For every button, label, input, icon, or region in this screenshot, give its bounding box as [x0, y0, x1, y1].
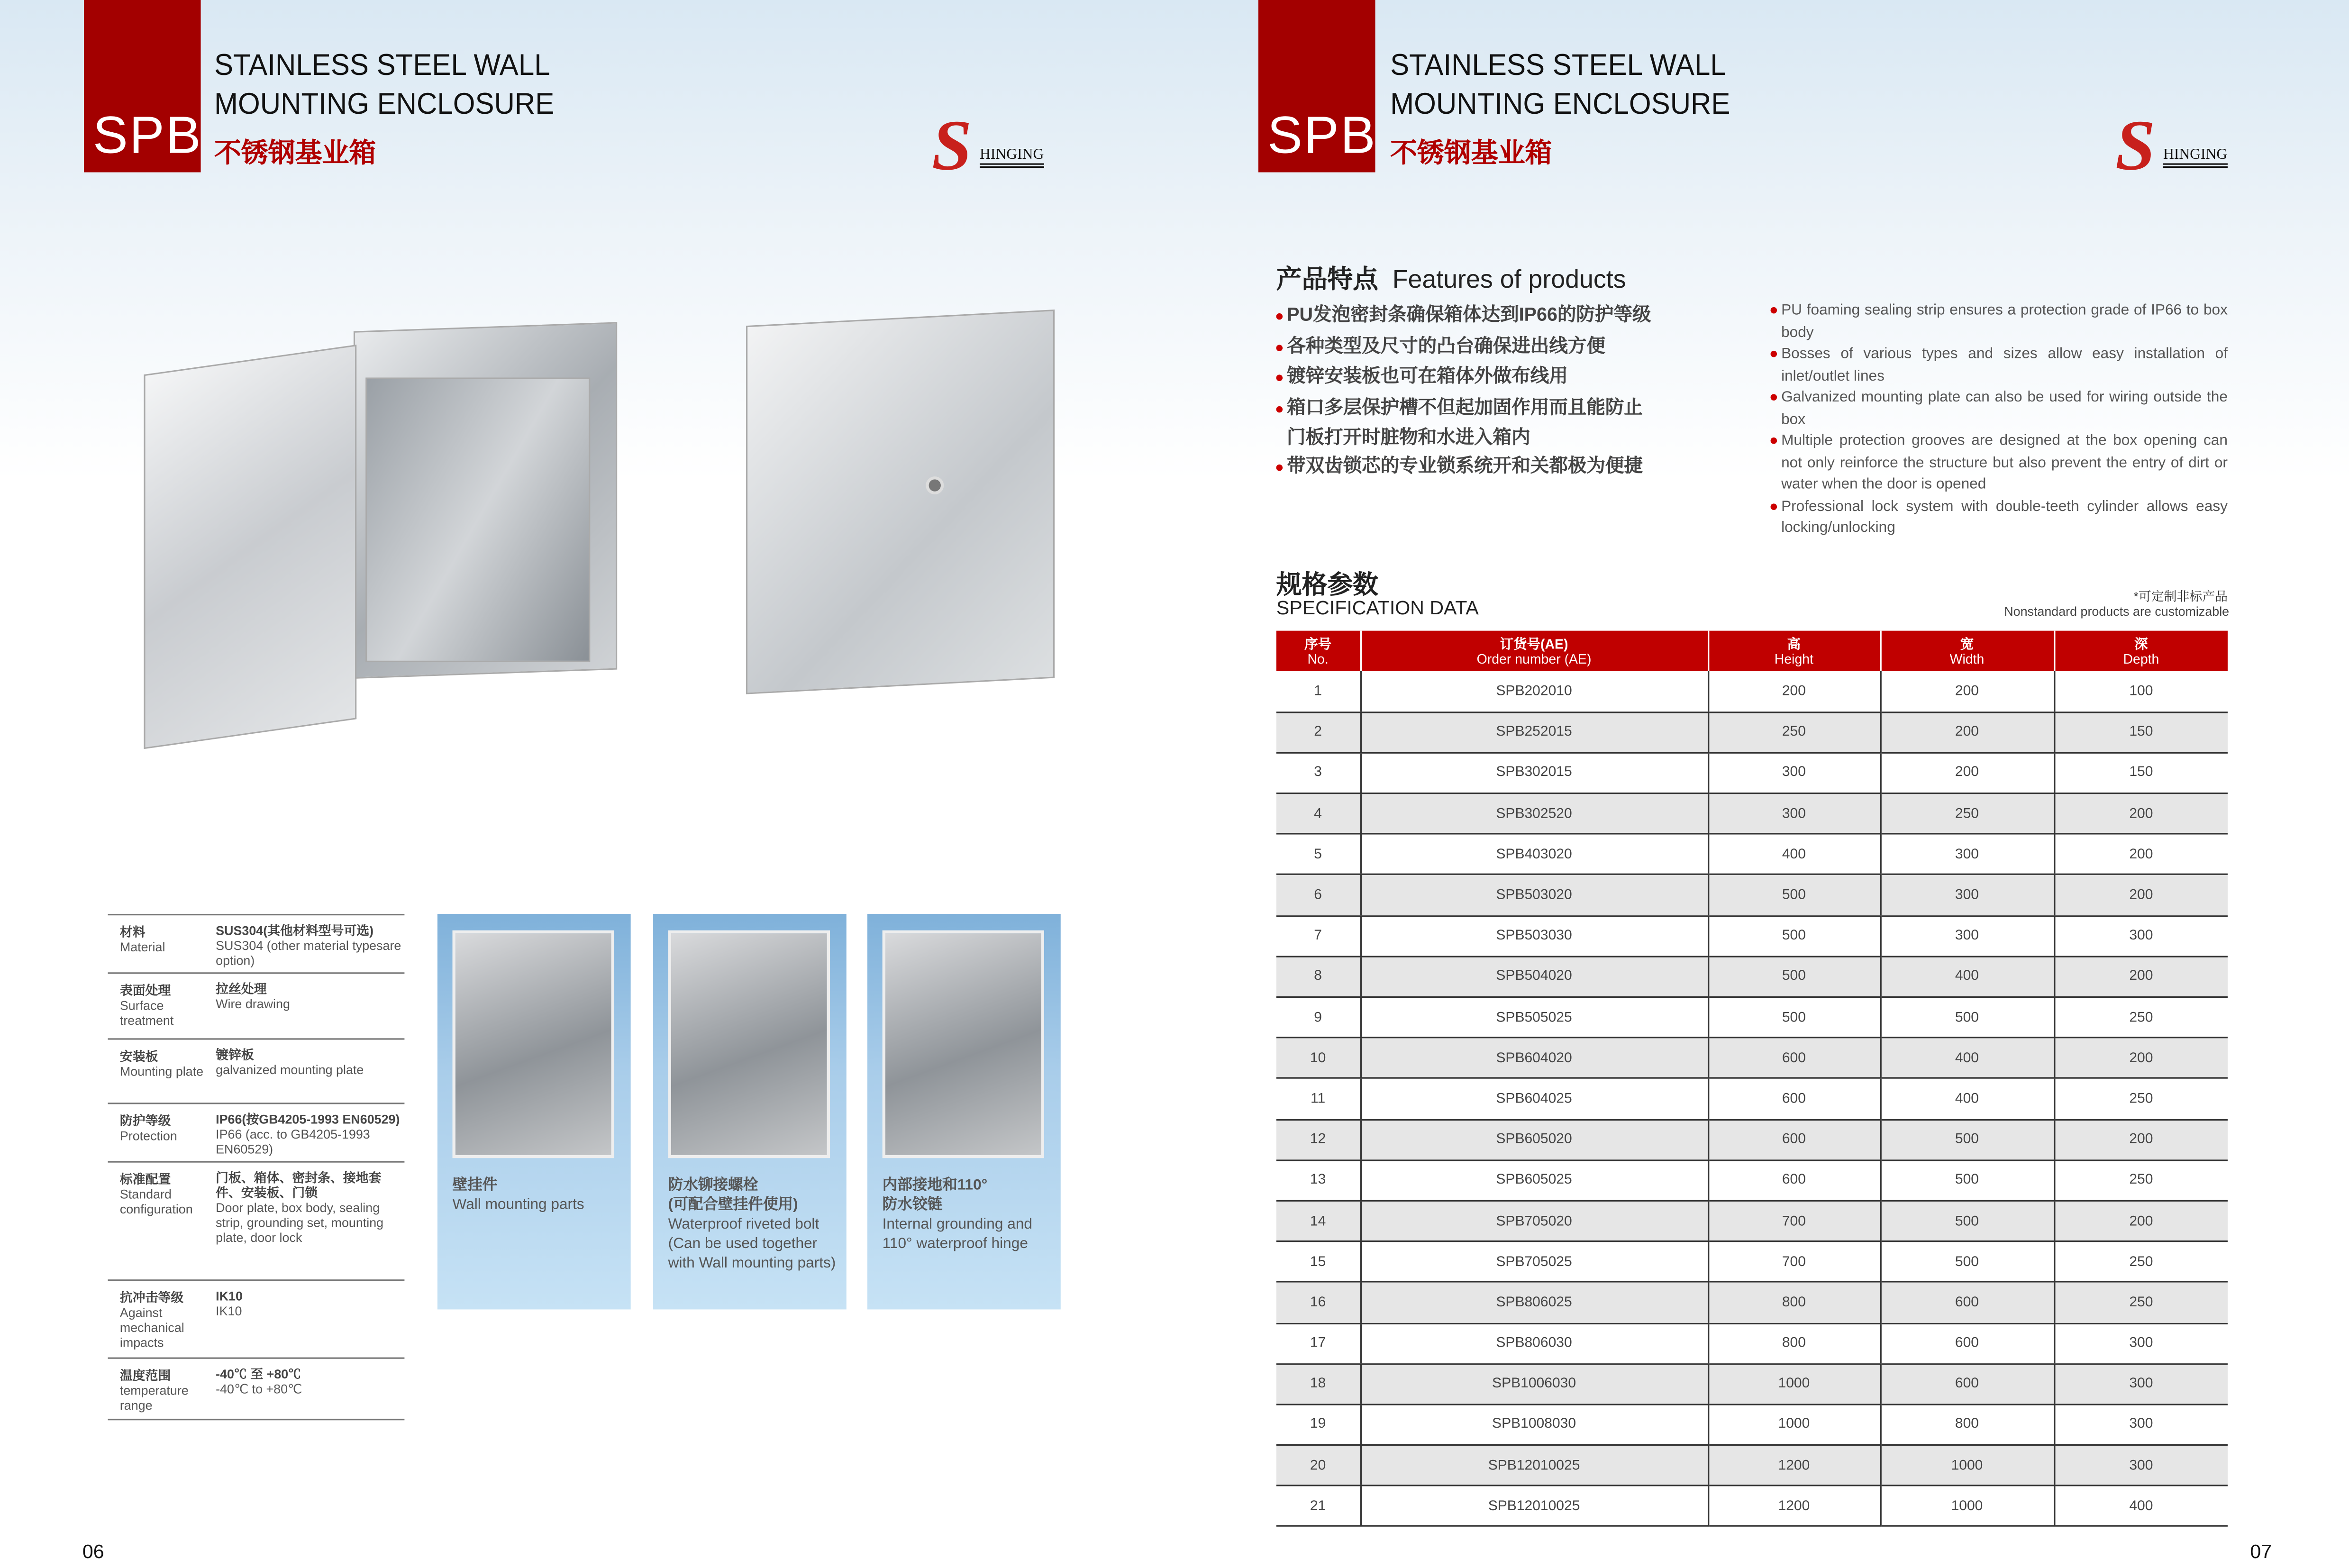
table-cell: 15 — [1276, 1241, 1360, 1282]
bullet-icon: ● — [1275, 339, 1284, 356]
spec-key-en: Against mechanical impacts — [119, 1304, 184, 1350]
accessory-photo — [453, 930, 614, 1158]
spec-value-en: Door plate, box body, sealing strip, grounding set, mounting plate, door lock — [216, 1200, 384, 1245]
table-cell: SPB1006030 — [1360, 1364, 1708, 1404]
accessory-caption — [883, 1176, 1056, 1254]
table-cell: 400 — [1880, 1078, 2054, 1119]
spec-value-en: Wire drawing — [216, 996, 290, 1012]
bullet-icon: ● — [1769, 498, 1778, 515]
bullet-icon: ● — [1275, 370, 1284, 387]
code-block — [1258, 0, 1375, 172]
table-row — [1276, 916, 2228, 957]
feature-text: Multiple protection grooves are designed at the box opening can not only reinforce the structure but also prevent the entry of dirt or water when the door is opened — [1781, 433, 2228, 493]
caption-cn: 内部接地和110° — [882, 1177, 988, 1194]
table-row — [1276, 875, 2228, 916]
brand-logo: S HINGING — [931, 106, 1044, 186]
bullet-icon: ● — [1769, 346, 1778, 363]
table-cell: SPB504020 — [1360, 957, 1708, 997]
title-line2: MOUNTING ENCLOSURE — [214, 88, 555, 122]
table-cell: 500 — [1880, 1241, 2054, 1282]
spec-value — [216, 1170, 404, 1245]
table-cell: 500 — [1708, 875, 1880, 916]
spec-key — [120, 983, 216, 1028]
title-line1: STAINLESS STEEL WALL — [1390, 49, 1726, 82]
table-cell: 11 — [1276, 1078, 1360, 1119]
table-cell: 600 — [1880, 1323, 2054, 1364]
table-cell: 5 — [1276, 834, 1360, 875]
caption-en: Waterproof riveted bolt (Can be used together with Wall mounting parts) — [668, 1216, 836, 1272]
column-header-en: Depth — [2123, 651, 2159, 666]
table-cell: SPB806030 — [1360, 1323, 1708, 1364]
table-cell: 300 — [2054, 916, 2228, 957]
table-row — [1276, 1282, 2228, 1323]
title-line2: MOUNTING ENCLOSURE — [1390, 88, 1730, 122]
table-cell: 500 — [1880, 997, 2054, 1038]
feature-item-en — [1769, 345, 2228, 388]
spec-key — [120, 1368, 216, 1413]
accessory-card — [653, 914, 847, 1309]
feature-text: 带双齿锁芯的专业锁系统开和关都极为便捷 — [1287, 455, 1643, 477]
column-header — [1880, 631, 2054, 671]
table-cell: 6 — [1276, 875, 1360, 916]
table-cell: SPB1008030 — [1360, 1404, 1708, 1445]
table-cell: 250 — [2054, 1241, 2228, 1282]
table-cell: 10 — [1276, 1038, 1360, 1078]
table-row — [1276, 1364, 2228, 1404]
column-header — [1360, 631, 1708, 671]
table-cell: 100 — [2054, 671, 2228, 712]
spec-key-en: Standard configuration — [119, 1186, 193, 1217]
table-cell: 300 — [1880, 916, 2054, 957]
table-cell: 400 — [1708, 834, 1880, 875]
table-cell: 500 — [1708, 997, 1880, 1038]
brand-logo: S HINGING — [2115, 106, 2228, 186]
table-cell: 200 — [2054, 1038, 2228, 1078]
column-header-cn: 序号 — [1304, 636, 1332, 651]
spec-value-cn: SUS304(其他材料型号可选) — [216, 922, 374, 938]
table-cell: 300 — [1708, 753, 1880, 793]
table-cell: 9 — [1276, 997, 1360, 1038]
table-cell: 150 — [2054, 753, 2228, 793]
caption-en: Wall mounting parts — [452, 1197, 584, 1214]
spec-row — [108, 972, 405, 1038]
table-cell: 8 — [1276, 957, 1360, 997]
accessory-caption — [668, 1176, 842, 1273]
table-cell: 500 — [1880, 1160, 2054, 1201]
spec-key-cn: 防护等级 — [119, 1113, 171, 1129]
table-cell: 1000 — [1708, 1404, 1880, 1445]
spec-value-cn: 镀锌板 — [216, 1047, 254, 1062]
spec-key-en: Material — [119, 939, 165, 955]
table-cell: 1000 — [1880, 1445, 2054, 1486]
table-cell: SPB12010025 — [1360, 1486, 1708, 1527]
table-cell: 150 — [2054, 712, 2228, 753]
table-row — [1276, 1119, 2228, 1160]
feature-item-cn — [1275, 301, 1651, 332]
spec-key — [120, 924, 216, 954]
table-cell: 7 — [1276, 916, 1360, 957]
table-cell: SPB705025 — [1360, 1241, 1708, 1282]
column-header-en: Height — [1774, 651, 1814, 666]
page-number: 06 — [82, 1540, 104, 1563]
bullet-icon: ● — [1275, 460, 1284, 477]
table-cell: 600 — [1708, 1119, 1880, 1160]
table-cell: 200 — [1880, 753, 2054, 793]
spec-row — [108, 1279, 405, 1357]
bullet-icon: ● — [1769, 302, 1778, 319]
spec-key — [120, 1172, 216, 1217]
table-cell: 17 — [1276, 1323, 1360, 1364]
table-row — [1276, 1404, 2228, 1445]
spec-key-cn: 安装板 — [119, 1048, 158, 1064]
accessory-photo — [883, 930, 1044, 1158]
table-row — [1276, 1445, 2228, 1486]
table-row — [1276, 712, 2228, 753]
table-cell: 400 — [1880, 957, 2054, 997]
feature-item-cn — [1275, 332, 1651, 363]
spec-key-cn: 温度范围 — [119, 1367, 171, 1383]
table-cell: 500 — [1708, 957, 1880, 997]
product-code: SPB — [92, 106, 202, 165]
table-cell: 200 — [2054, 875, 2228, 916]
spec-value-cn: 门板、箱体、密封条、接地套件、安装板、门锁 — [216, 1170, 382, 1200]
caption-en: Internal grounding and 110° waterproof hinge — [882, 1216, 1032, 1253]
title-cn: 不锈钢基业箱 — [1390, 137, 1552, 168]
spec-value-en: SUS304 (other material typesare option) — [216, 938, 401, 968]
table-cell: 1 — [1276, 671, 1360, 712]
custom-note-en: Nonstandard products are customizable — [2004, 603, 2230, 619]
spec-value-en: IP66 (acc. to GB4205-1993 EN60529) — [216, 1126, 370, 1157]
table-cell: 300 — [1708, 793, 1880, 834]
page-number: 07 — [2250, 1540, 2272, 1563]
table-cell: 12 — [1276, 1119, 1360, 1160]
table-cell: 200 — [1880, 671, 2054, 712]
features-list-en — [1769, 301, 2228, 540]
table-cell: 700 — [1708, 1241, 1880, 1282]
table-cell: 200 — [1880, 712, 2054, 753]
table-cell: 600 — [1880, 1364, 2054, 1404]
table-cell: 300 — [1880, 834, 2054, 875]
table-cell: 250 — [1880, 793, 2054, 834]
spec-row — [108, 914, 405, 972]
table-cell: SPB252015 — [1360, 712, 1708, 753]
code-block — [84, 0, 201, 172]
bullet-icon: ● — [1275, 401, 1284, 418]
table-cell: SPB505025 — [1360, 997, 1708, 1038]
spec-key-en: Protection — [119, 1128, 177, 1143]
table-cell: 250 — [2054, 1282, 2228, 1323]
table-cell: 400 — [2054, 1486, 2228, 1527]
table-cell: 1200 — [1708, 1486, 1880, 1527]
column-header-cn: 深 — [2134, 636, 2148, 651]
feature-text: 箱口多层保护槽不但起加固作用而且能防止门板打开时脏物和水进入箱内 — [1287, 396, 1643, 449]
table-cell: 200 — [1708, 671, 1880, 712]
title-cn: 不锈钢基业箱 — [214, 137, 376, 168]
table-cell: SPB604020 — [1360, 1038, 1708, 1078]
feature-item-cn — [1275, 452, 1651, 483]
feature-text: 镀锌安装板也可在箱体外做布线用 — [1287, 365, 1568, 387]
spec-title-cn: 规格参数 — [1276, 571, 1378, 600]
spec-value-cn: -40℃ 至 +80℃ — [216, 1366, 301, 1382]
accessory-card — [437, 914, 631, 1309]
table-row — [1276, 1078, 2228, 1119]
spec-key-en: Mounting plate — [119, 1064, 204, 1079]
table-cell: 600 — [1708, 1078, 1880, 1119]
feature-text: Galvanized mounting plate can also be used for wiring outside the box — [1781, 389, 2228, 428]
table-cell: 300 — [2054, 1445, 2228, 1486]
material-spec-table — [108, 914, 405, 1420]
spec-value-cn: IP66(按GB4205-1993 EN60529) — [216, 1112, 400, 1127]
table-cell: SPB503020 — [1360, 875, 1708, 916]
feature-text: PU foaming sealing strip ensures a protection grade of IP66 to box body — [1781, 302, 2228, 341]
column-header-en: Order number (AE) — [1476, 651, 1592, 666]
table-cell: 1000 — [1708, 1364, 1880, 1404]
spec-key — [120, 1290, 216, 1349]
spec-key — [120, 1113, 216, 1143]
column-header-en: Width — [1949, 651, 1985, 666]
feature-item-en — [1769, 388, 2228, 432]
table-cell: 800 — [1880, 1404, 2054, 1445]
table-cell: 3 — [1276, 753, 1360, 793]
title-line1: STAINLESS STEEL WALL — [214, 49, 550, 82]
table-cell: 500 — [1880, 1201, 2054, 1241]
table-cell: 700 — [1708, 1201, 1880, 1241]
table-cell: 250 — [2054, 997, 2228, 1038]
table-row — [1276, 997, 2228, 1038]
spec-key-en: Surface treatment — [119, 998, 174, 1028]
feature-item-en — [1769, 431, 2228, 496]
table-cell: 200 — [2054, 1201, 2228, 1241]
spec-row — [108, 1358, 405, 1421]
table-cell: 14 — [1276, 1201, 1360, 1241]
table-cell: SPB604025 — [1360, 1078, 1708, 1119]
column-header-cn: 订货号(AE) — [1500, 636, 1568, 651]
table-cell: 13 — [1276, 1160, 1360, 1201]
column-header-en: No. — [1307, 651, 1329, 666]
table-cell: 600 — [1880, 1282, 2054, 1323]
feature-item-en — [1769, 301, 2228, 345]
spec-key-cn: 抗冲击等级 — [119, 1290, 184, 1305]
table-cell: 20 — [1276, 1445, 1360, 1486]
table-cell: 1200 — [1708, 1445, 1880, 1486]
table-cell: 400 — [1880, 1038, 2054, 1078]
table-cell: 1000 — [1880, 1486, 2054, 1527]
table-cell: 4 — [1276, 793, 1360, 834]
table-cell: 300 — [2054, 1323, 2228, 1364]
product-code: SPB — [1267, 106, 1377, 165]
table-row — [1276, 834, 2228, 875]
table-cell: SPB503030 — [1360, 916, 1708, 957]
table-cell: 300 — [2054, 1404, 2228, 1445]
table-cell: SPB403020 — [1360, 834, 1708, 875]
table-cell: SPB302520 — [1360, 793, 1708, 834]
spec-value — [216, 1288, 404, 1318]
table-cell: 250 — [2054, 1160, 2228, 1201]
table-cell: 300 — [2054, 1364, 2228, 1404]
spec-value-en: -40℃ to +80℃ — [216, 1381, 302, 1396]
table-cell: 18 — [1276, 1364, 1360, 1404]
table-cell: 800 — [1708, 1282, 1880, 1323]
features-list-cn — [1275, 301, 1651, 483]
accessory-caption — [453, 1176, 627, 1215]
table-cell: SPB705020 — [1360, 1201, 1708, 1241]
spec-value — [216, 1112, 404, 1157]
table-cell: SPB202010 — [1360, 671, 1708, 712]
table-cell: SPB302015 — [1360, 753, 1708, 793]
table-cell: 200 — [2054, 1119, 2228, 1160]
spec-title-en: SPECIFICATION DATA — [1276, 596, 1479, 619]
features-title: 产品特点 Features of products — [1276, 265, 1626, 294]
table-cell: SPB806025 — [1360, 1282, 1708, 1323]
table-cell: 19 — [1276, 1404, 1360, 1445]
table-row — [1276, 1486, 2228, 1527]
table-cell: 500 — [1708, 916, 1880, 957]
bullet-icon: ● — [1769, 433, 1778, 450]
accessory-photo — [668, 930, 830, 1158]
feature-item-cn — [1275, 394, 1649, 453]
table-cell: 200 — [2054, 957, 2228, 997]
spec-row — [108, 1038, 405, 1103]
table-cell: 800 — [1708, 1323, 1880, 1364]
table-cell: SPB12010025 — [1360, 1445, 1708, 1486]
caption-cn2: 防水铰链 — [882, 1197, 943, 1214]
table-cell: 300 — [1880, 875, 2054, 916]
column-header — [2054, 631, 2228, 671]
column-header — [1276, 631, 1360, 671]
table-row — [1276, 1201, 2228, 1241]
table-cell: 2 — [1276, 712, 1360, 753]
spec-key-cn: 表面处理 — [119, 983, 171, 998]
spec-value-en: IK10 — [216, 1303, 242, 1319]
caption-cn: 防水铆接螺栓 — [668, 1177, 758, 1194]
spec-key-en: temperature range — [119, 1383, 189, 1413]
caption-cn: 壁挂件 — [452, 1177, 498, 1194]
specification-table — [1276, 631, 2228, 1527]
table-cell: 250 — [1708, 712, 1880, 753]
table-cell: 600 — [1708, 1038, 1880, 1078]
feature-text: PU发泡密封条确保箱体达到IP66的防护等级 — [1287, 304, 1651, 325]
column-header-cn: 高 — [1787, 636, 1801, 651]
table-row — [1276, 1323, 2228, 1364]
spec-value-cn: IK10 — [216, 1288, 243, 1304]
spec-value — [216, 1367, 404, 1396]
table-cell: SPB605020 — [1360, 1119, 1708, 1160]
spec-value-en: galvanized mounting plate — [216, 1062, 364, 1077]
spec-key-cn: 材料 — [119, 924, 146, 939]
feature-text: Bosses of various types and sizes allow easy installation of inlet/outlet lines — [1781, 346, 2228, 384]
feature-item-en — [1769, 497, 2228, 540]
table-row — [1276, 1160, 2228, 1201]
spec-value — [216, 981, 404, 1011]
column-header — [1708, 631, 1880, 671]
spec-value — [216, 1047, 404, 1077]
table-cell: 21 — [1276, 1486, 1360, 1527]
table-cell: 200 — [2054, 793, 2228, 834]
bullet-icon: ● — [1769, 389, 1778, 406]
spec-value-cn: 拉丝处理 — [216, 981, 267, 996]
feature-item-cn — [1275, 363, 1651, 393]
spec-value — [216, 923, 404, 968]
table-row — [1276, 753, 2228, 793]
feature-text: 各种类型及尺寸的凸台确保进出线方便 — [1287, 335, 1605, 356]
table-cell: 600 — [1708, 1160, 1880, 1201]
table-cell: 500 — [1880, 1119, 2054, 1160]
table-cell: 16 — [1276, 1282, 1360, 1323]
spec-key — [120, 1048, 216, 1078]
spec-key-cn: 标准配置 — [119, 1171, 171, 1187]
caption-cn2: (可配合壁挂件使用) — [668, 1197, 798, 1214]
table-cell: 250 — [2054, 1078, 2228, 1119]
table-cell: SPB605025 — [1360, 1160, 1708, 1201]
spec-row — [108, 1103, 405, 1161]
table-row — [1276, 793, 2228, 834]
table-row — [1276, 1241, 2228, 1282]
custom-note-cn: *可定制非标产品 — [2133, 589, 2228, 604]
table-cell: 200 — [2054, 834, 2228, 875]
table-row — [1276, 1038, 2228, 1078]
column-header-cn: 宽 — [1960, 636, 1974, 651]
table-row — [1276, 671, 2228, 712]
bullet-icon: ● — [1275, 309, 1284, 325]
spec-row — [108, 1161, 405, 1280]
table-row — [1276, 957, 2228, 997]
accessory-card — [867, 914, 1061, 1309]
feature-text: Professional lock system with double-teeth cylinder allows easy locking/unlocking — [1781, 498, 2228, 537]
